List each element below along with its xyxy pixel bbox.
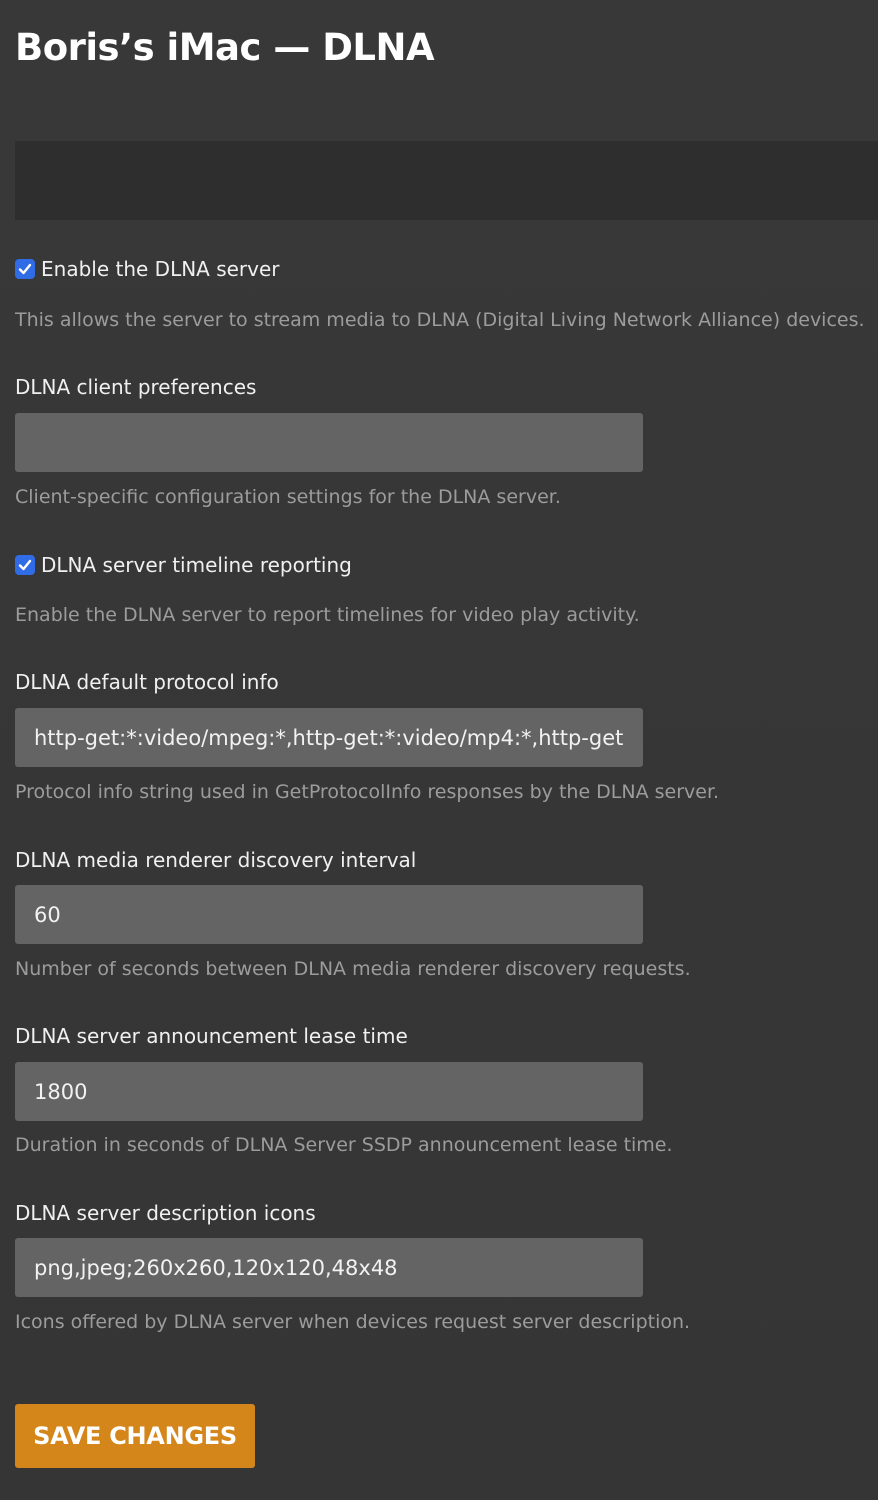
description-icons-help: Icons offered by DLNA server when devices request server description.	[15, 1311, 691, 1333]
description-icons-input[interactable]	[15, 1238, 643, 1297]
lease-time-help: Duration in seconds of DLNA Server SSDP announcement lease time.	[15, 1134, 673, 1156]
protocol-info-label: DLNA default protocol info	[15, 670, 279, 694]
timeline-reporting-help: Enable the DLNA server to report timelines for video play activity.	[15, 604, 640, 626]
timeline-reporting-row[interactable]	[15, 553, 352, 577]
protocol-info-input[interactable]	[15, 708, 643, 767]
client-preferences-help: Client-specific configuration settings for the DLNA server.	[15, 486, 561, 508]
lease-time-input[interactable]	[15, 1062, 643, 1121]
checkmark-icon	[18, 558, 32, 572]
timeline-reporting-label: DLNA server timeline reporting	[41, 553, 352, 577]
client-preferences-label: DLNA client preferences	[15, 375, 257, 399]
discovery-interval-help: Number of seconds between DLNA media renderer discovery requests.	[15, 958, 691, 980]
timeline-reporting-checkbox[interactable]	[15, 555, 35, 575]
discovery-interval-label: DLNA media renderer discovery interval	[15, 848, 417, 872]
protocol-info-help: Protocol info string used in GetProtocolInfo responses by the DLNA server.	[15, 781, 720, 803]
page-title: Boris’s iMac — DLNA	[15, 26, 435, 69]
save-changes-button[interactable]: SAVE CHANGES	[15, 1404, 255, 1468]
lease-time-label: DLNA server announcement lease time	[15, 1024, 408, 1048]
client-preferences-input[interactable]	[15, 413, 643, 472]
description-icons-label: DLNA server description icons	[15, 1201, 316, 1225]
enable-dlna-help: This allows the server to stream media to DLNA (Digital Living Network Alliance) devices.	[15, 309, 865, 331]
enable-dlna-row[interactable]	[15, 257, 280, 281]
discovery-interval-input[interactable]	[15, 885, 643, 944]
banner-area	[15, 141, 878, 220]
enable-dlna-label: Enable the DLNA server	[41, 257, 280, 281]
enable-dlna-checkbox[interactable]	[15, 259, 35, 279]
checkmark-icon	[18, 262, 32, 276]
